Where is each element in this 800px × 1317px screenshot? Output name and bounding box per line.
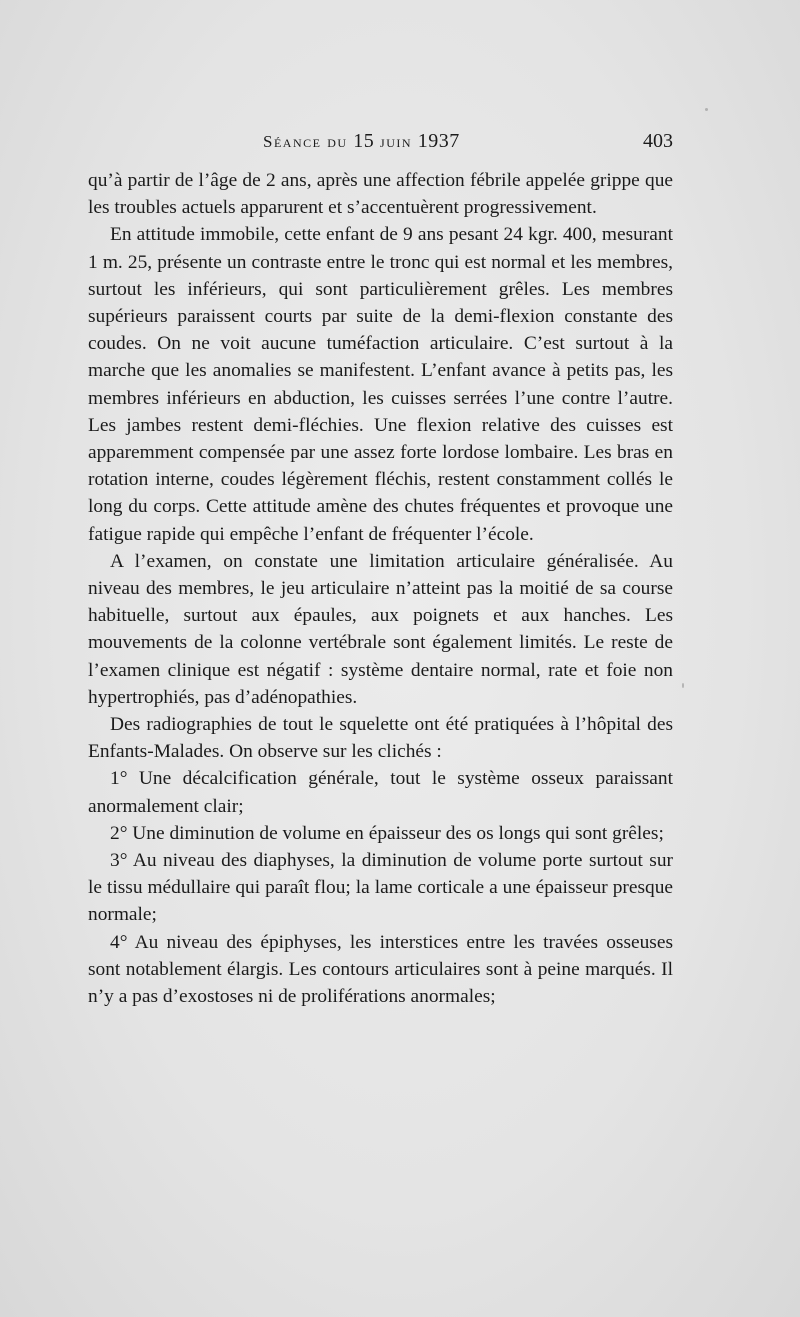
paragraph-examen: A l’examen, on constate une limitation articulaire généralisée. Au niveau des membres, le jeu articulaire n’atteint pas la moitié de sa course habituelle, surtout aux épaules, aux poignets et aux hanches. Les mouvements de la colonne vertébrale sont également limités. Le reste de l’examen clinique est négatif : système dentaire normal, rate et foie non hypertrophiés, pas d’adénopathies.: [88, 550, 673, 708]
page-number: 403: [643, 130, 673, 152]
running-title-year: 1937: [417, 130, 460, 152]
running-title: [263, 130, 460, 153]
running-title-month: juin: [380, 132, 413, 151]
list-item-1: 1° Une décalcification générale, tout le système osseux paraissant anormalement clair;: [88, 768, 673, 817]
dust-speck: [682, 683, 684, 688]
running-title-text: Séance du: [263, 132, 348, 151]
paragraph-radiographies: Des radiographies de tout le squelette ont été pratiquées à l’hôpital des Enfants-Malades. On observe sur les clichés :: [88, 714, 673, 763]
body-text: [88, 167, 673, 1010]
running-title-date: 15: [353, 130, 375, 152]
dust-speck: [705, 108, 708, 111]
running-head: [88, 130, 673, 160]
list-item-2: 2° Une diminution de volume en épaisseur des os longs qui sont grêles;: [110, 822, 664, 844]
paragraph-attitude: En attitude immobile, cette enfant de 9 ans pesant 24 kgr. 400, mesurant 1 m. 25, présente un contraste entre le tronc qui est normal et les membres, surtout les inférieurs, qui sont particulièrement grêles. Les membres supérieurs paraissent courts par suite de la demi-flexion constante des coudes. On ne voit aucune tuméfaction articulaire. C’est surtout à la marche que les anomalies se manifestent. L’enfant avance à petits pas, les membres inférieurs en abduction, les cuisses serrées l’une contre l’autre. Les jambes restent demi-fléchies. Une flexion relative des cuisses est apparemment compensée par une assez forte lordose lombaire. Les bras en rotation interne, coudes légèrement fléchis, restent constamment collés le long du corps. Cette attitude amène des chutes fréquentes et provoque une fatigue rapide qui empêche l’enfant de fréquenter l’école.: [88, 224, 673, 545]
list-item-3: 3° Au niveau des diaphyses, la diminution de volume porte surtout sur le tissu médullaire qui paraît flou; la lame corticale a une épaisseur presque normale;: [88, 850, 673, 926]
list-item-4: 4° Au niveau des épiphyses, les interstices entre les travées osseuses sont notablement élargis. Les contours articulaires sont à peine marqués. Il n’y a pas d’exostoses ni de proliférations anormales;: [88, 931, 673, 1008]
paragraph-continuation: qu’à partir de l’âge de 2 ans, après une affection fébrile appelée grippe que les troubles actuels apparurent et s’accentuèrent progressivement.: [88, 170, 673, 219]
